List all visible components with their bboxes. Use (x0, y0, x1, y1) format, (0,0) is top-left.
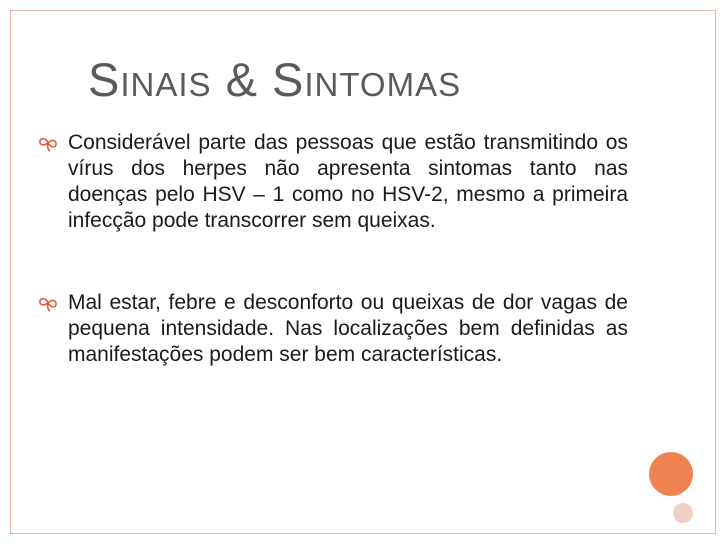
fleuron-bullet-icon (38, 293, 58, 313)
slide-title: Sinais & Sintomas (88, 53, 462, 106)
bullet-item (38, 290, 628, 368)
decorative-circle-large (649, 452, 693, 496)
bullet-list (38, 130, 628, 368)
fleuron-bullet-icon (38, 133, 58, 153)
bullet-text: Mal estar, febre e desconforto ou queixas de dor vagas de pequena intensidade. Nas localizações bem definidas as manifestações podem ser bem características. (68, 291, 628, 366)
bullet-item (38, 130, 628, 234)
decorative-circle-small (673, 503, 693, 523)
bullet-text: Considerável parte das pessoas que estão transmitindo os vírus dos herpes não apresenta sintomas tanto nas doenças pelo HSV – 1 como no HSV-2, mesmo a primeira infecção pode transcorrer sem queixas. (68, 131, 628, 232)
